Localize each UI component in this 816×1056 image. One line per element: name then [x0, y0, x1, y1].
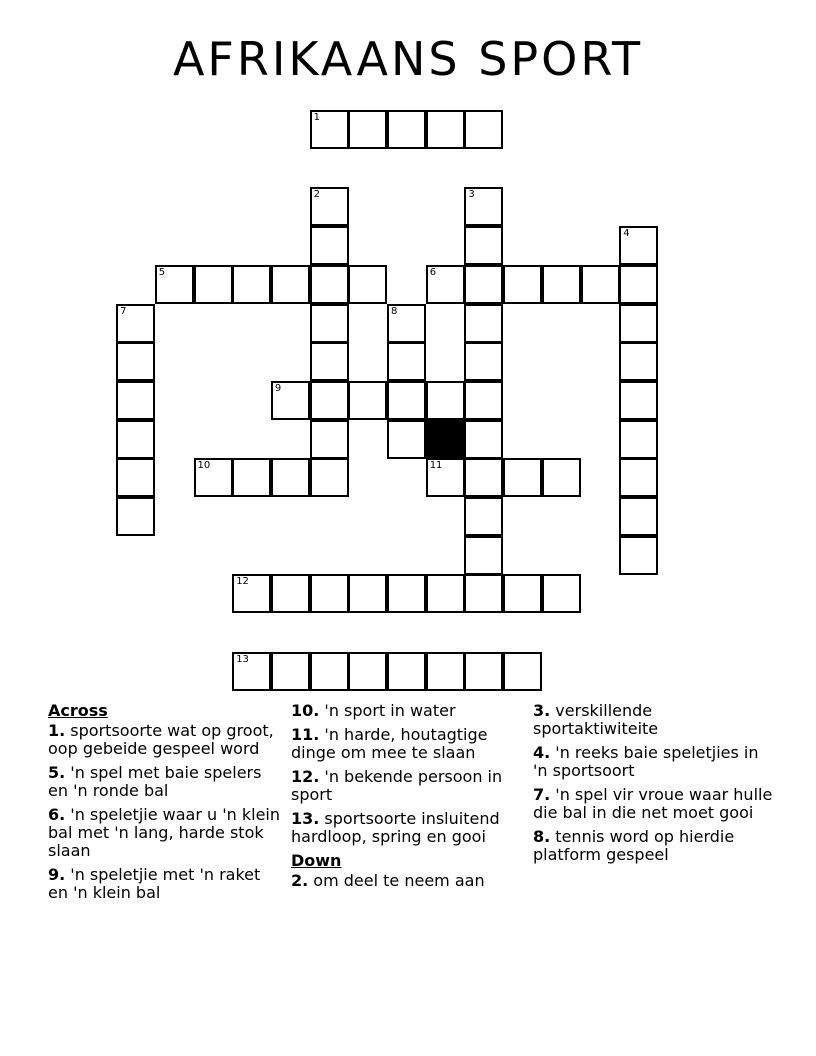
grid-cell[interactable]	[116, 342, 155, 381]
clues-column-1	[48, 702, 283, 908]
grid-cell[interactable]	[310, 342, 349, 381]
cell-number: 6	[429, 266, 437, 278]
grid-cell[interactable]	[310, 458, 349, 497]
grid-cell[interactable]	[426, 574, 465, 613]
grid-cell[interactable]	[619, 458, 658, 497]
grid-cell[interactable]	[503, 652, 542, 691]
grid-cell[interactable]	[232, 265, 271, 304]
grid-cell[interactable]	[464, 187, 503, 226]
cell-number: 4	[623, 228, 630, 240]
grid-cell[interactable]	[116, 420, 155, 459]
grid-cell[interactable]	[155, 265, 194, 304]
grid-cell[interactable]	[464, 536, 503, 575]
grid-cell[interactable]	[310, 420, 349, 459]
cell-number: 10	[197, 460, 211, 472]
grid-cell[interactable]	[542, 458, 581, 497]
grid-cell[interactable]	[464, 574, 503, 613]
grid-cell[interactable]	[271, 381, 310, 420]
cell-number: 2	[313, 189, 320, 201]
clue-across-12: 12. 'n bekende persoon in sport	[291, 767, 503, 804]
grid-cell[interactable]	[310, 652, 349, 691]
down-heading: Down	[291, 851, 342, 870]
grid-cell[interactable]	[619, 226, 658, 265]
grid-cell[interactable]	[503, 574, 542, 613]
grid-cell[interactable]	[194, 265, 233, 304]
clue-across-5: 5. 'n spel met baie spelers en 'n ronde bal	[48, 763, 262, 800]
grid-cell[interactable]	[310, 110, 349, 149]
grid-cell[interactable]	[271, 458, 310, 497]
grid-cell[interactable]	[464, 304, 503, 343]
grid-cell[interactable]	[464, 265, 503, 304]
puzzle-title: AFRIKAANS SPORT	[172, 32, 644, 86]
grid-cell[interactable]	[542, 574, 581, 613]
cell-number: 3	[468, 189, 475, 201]
grid-cell[interactable]	[387, 574, 426, 613]
grid-cell[interactable]	[619, 304, 658, 343]
grid-cell[interactable]	[542, 265, 581, 304]
grid-cell[interactable]	[464, 652, 503, 691]
grid-cell[interactable]	[232, 458, 271, 497]
grid-cell[interactable]	[426, 265, 465, 304]
grid-cell[interactable]	[426, 110, 465, 149]
grid-cell[interactable]	[426, 652, 465, 691]
grid-cell[interactable]	[348, 574, 387, 613]
grid-cell[interactable]	[464, 420, 503, 459]
grid-cell[interactable]	[116, 381, 155, 420]
grid-cell[interactable]	[348, 110, 387, 149]
grid-cell[interactable]	[194, 458, 233, 497]
clue-across-1: 1. sportsoorte wat op groot, oop gebeide gespeel word	[48, 721, 274, 758]
grid-cell[interactable]	[503, 265, 542, 304]
clue-across-10: 10. 'n sport in water	[291, 701, 456, 720]
cell-number: 12	[236, 576, 249, 588]
grid-cell[interactable]	[310, 574, 349, 613]
cell-number: 13	[236, 653, 249, 665]
grid-cell[interactable]	[271, 574, 310, 613]
grid-cell[interactable]	[348, 381, 387, 420]
clue-across-11: 11. 'n harde, houtagtige dinge om mee te slaan	[291, 725, 488, 762]
grid-cell[interactable]	[619, 381, 658, 420]
clue-down-8: 8. tennis word op hierdie platform gespeel	[533, 827, 735, 864]
cell-number: 5	[158, 266, 166, 278]
clue-across-6: 6. 'n speletjie waar u 'n klein bal met 'n lang, harde stok slaan	[48, 805, 280, 860]
cell-number: 8	[391, 305, 398, 317]
clues-column-2	[291, 702, 531, 896]
clue-across-9: 9. 'n speletjie met 'n raket en 'n klein bal	[48, 865, 261, 902]
across-heading: Across	[48, 701, 108, 720]
grid-cell[interactable]	[464, 497, 503, 536]
clue-down-2: 2. om deel te neem aan	[291, 871, 485, 890]
grid-cell[interactable]	[116, 458, 155, 497]
grid-cell[interactable]	[581, 265, 620, 304]
clue-down-4: 4. 'n reeks baie speletjies in 'n sportsoort	[533, 743, 759, 780]
clue-down-3: 3. verskillende sportaktiwiteite	[533, 701, 659, 738]
grid-cell[interactable]	[387, 110, 426, 149]
cell-number: 1	[313, 112, 320, 123]
grid-cell[interactable]	[116, 304, 155, 343]
grid-cell[interactable]	[387, 381, 426, 420]
grid-cell[interactable]	[464, 342, 503, 381]
grid-cell[interactable]	[503, 458, 542, 497]
grid-cell[interactable]	[116, 497, 155, 536]
grid-cell[interactable]	[619, 497, 658, 536]
grid-cell[interactable]	[348, 652, 387, 691]
cell-number: 9	[274, 382, 282, 394]
clue-across-13: 13. sportsoorte insluitend hardloop, spring en gooi	[291, 809, 500, 846]
grid-cell[interactable]	[464, 226, 503, 265]
clue-down-7: 7. 'n spel vir vroue waar hulle die bal in die net moet gooi	[533, 785, 773, 822]
grid-cell[interactable]	[310, 187, 349, 226]
grid-cell[interactable]	[426, 381, 465, 420]
grid-cell[interactable]	[464, 458, 503, 497]
grid-cell[interactable]	[619, 342, 658, 381]
cell-number: 11	[429, 460, 443, 472]
grid-cell[interactable]	[464, 110, 503, 149]
grid-cell[interactable]	[310, 226, 349, 265]
clues-column-3	[533, 702, 773, 870]
grid-cell[interactable]	[619, 536, 658, 575]
grid-cell[interactable]	[310, 265, 349, 304]
grid-cell[interactable]	[348, 265, 387, 304]
grid-cell[interactable]	[619, 420, 658, 459]
cell-number: 7	[120, 305, 127, 317]
grid-cell[interactable]	[387, 342, 426, 381]
black-cell	[426, 420, 465, 459]
grid-cell[interactable]	[271, 265, 310, 304]
grid-cell[interactable]	[464, 381, 503, 420]
grid-cell[interactable]	[232, 652, 271, 691]
grid-cell[interactable]	[232, 574, 271, 613]
grid-cell[interactable]	[426, 458, 465, 497]
grid-cell[interactable]	[310, 304, 349, 343]
grid-cell[interactable]	[387, 304, 426, 343]
grid-cell[interactable]	[310, 381, 349, 420]
grid-cell[interactable]	[387, 652, 426, 691]
grid-cell[interactable]	[619, 265, 658, 304]
grid-cell[interactable]	[387, 420, 426, 459]
grid-cell[interactable]	[271, 652, 310, 691]
